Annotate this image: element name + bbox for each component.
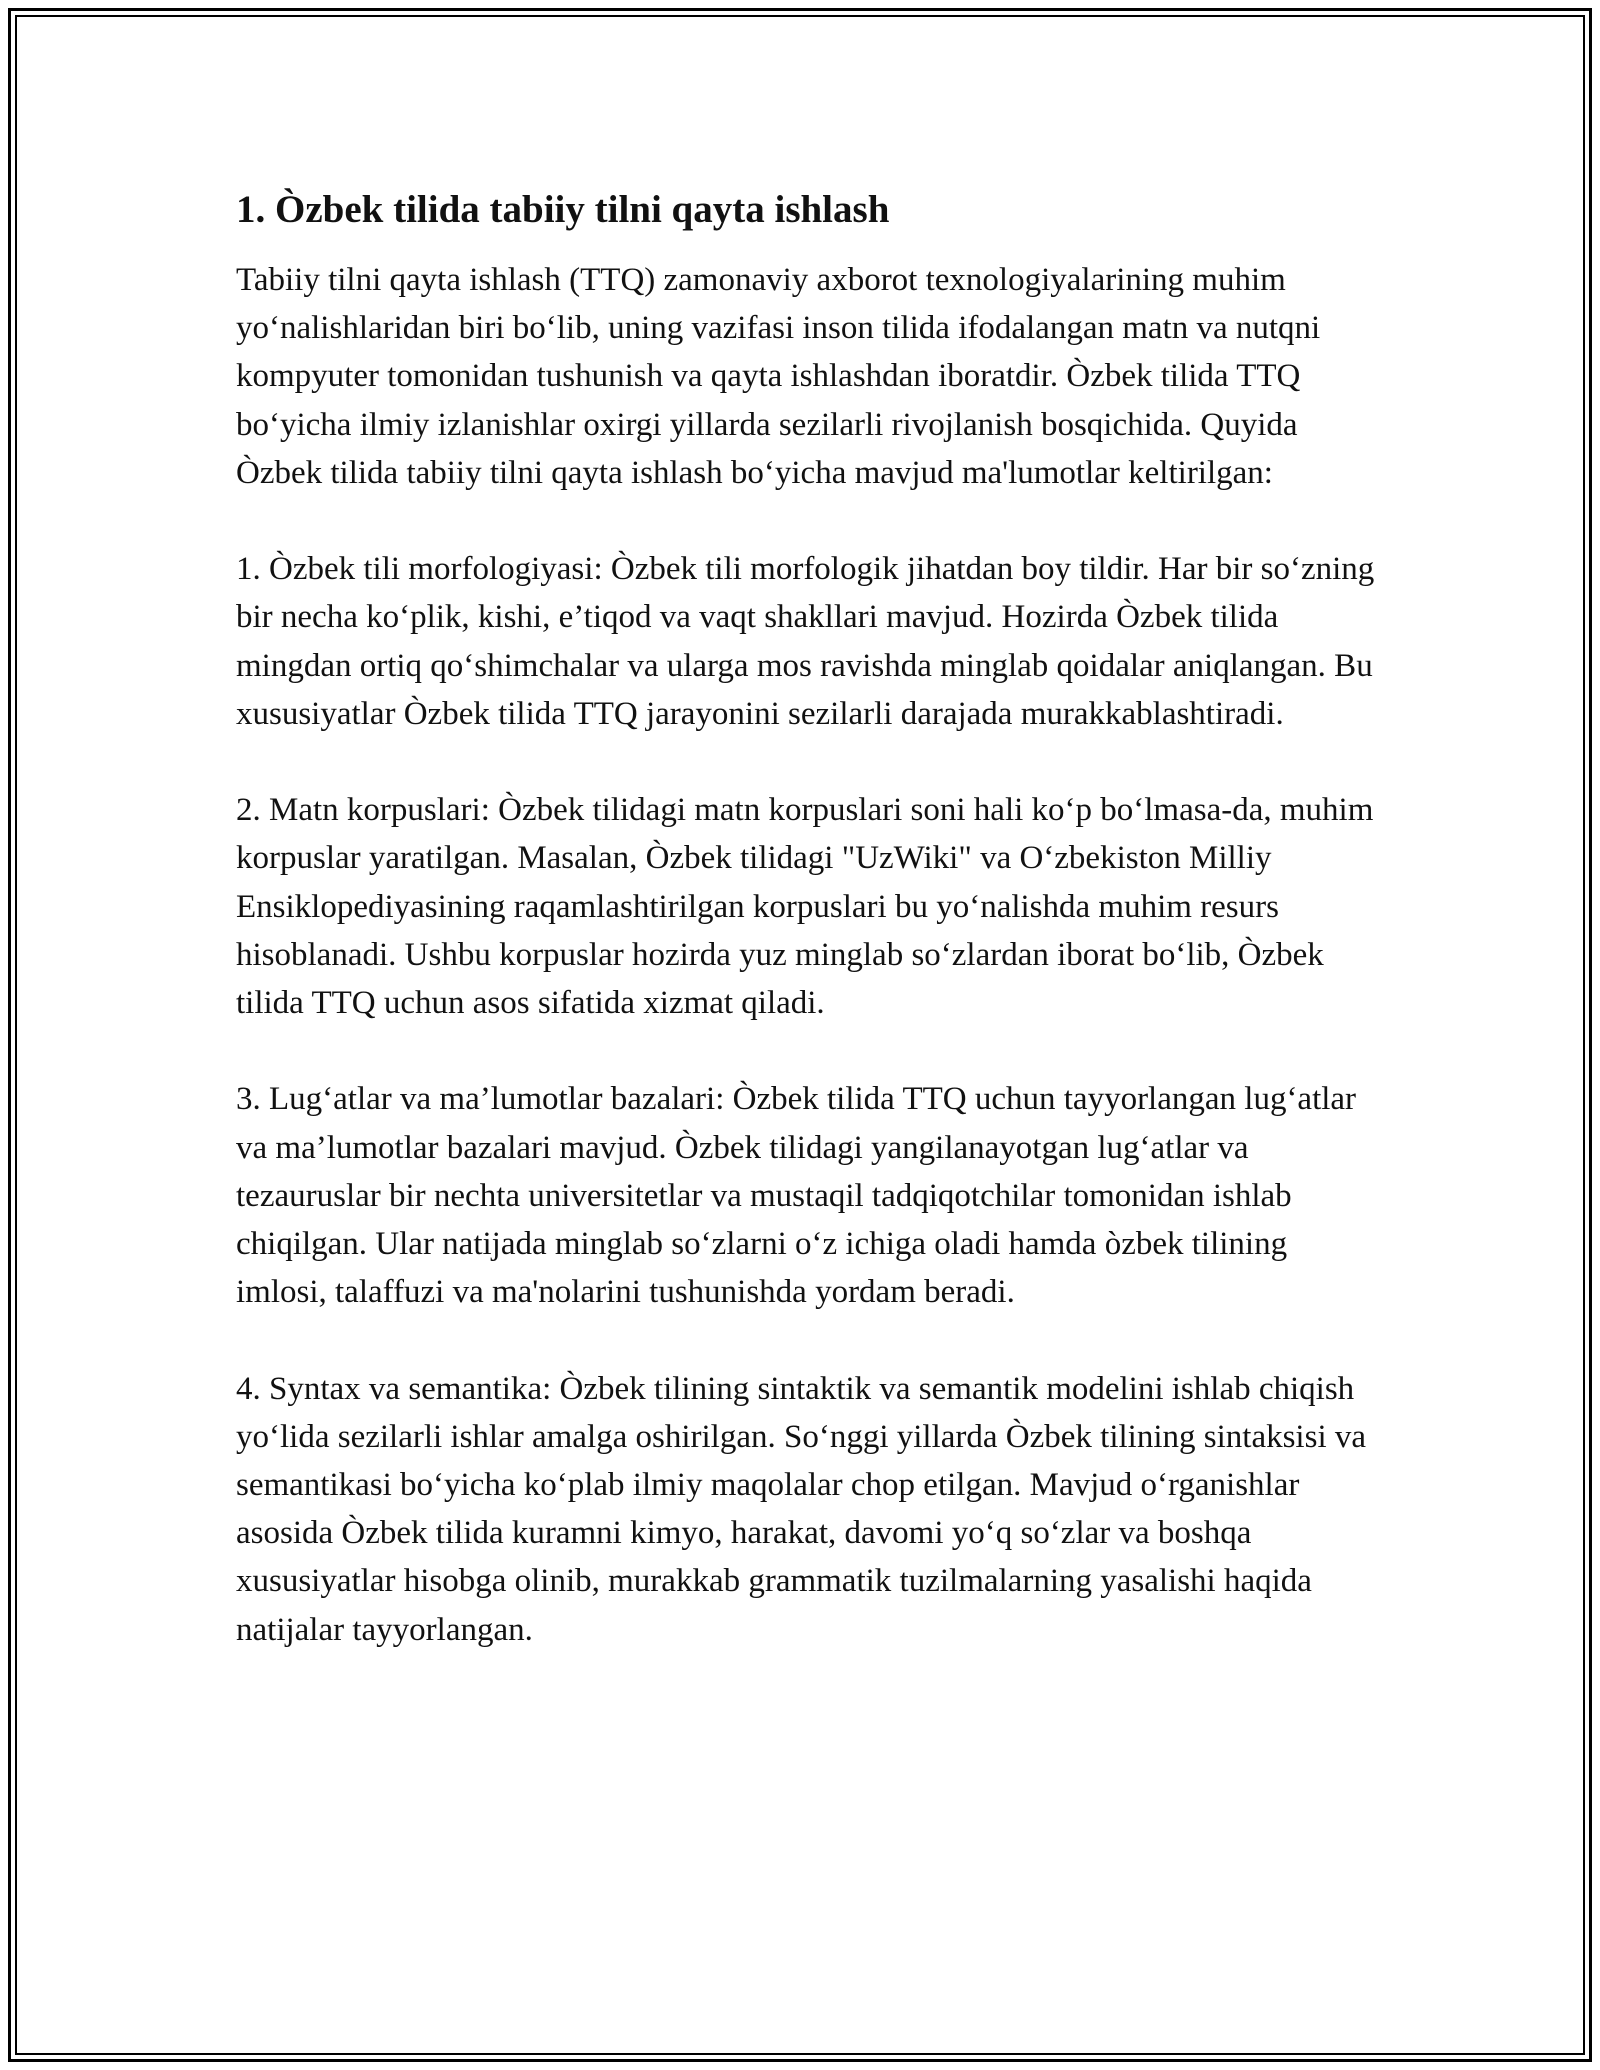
document-title: 1. Òzbek tilida tabiiy tilni qayta ishlash [236,188,890,231]
document-body [236,186,1376,1702]
section-corpora-paragraph: 2. Matn korpuslari: Òzbek tilidagi matn korpuslari soni hali ko‘p bo‘lmasa-da, muhim korpuslar yaratilgan. Masalan, Òzbek tilidagi "UzWiki" va O‘zbekiston Milliy Ensiklopediyasining raqamlashtirilgan korpuslari bu yo‘nalishda muhim resurs hisoblanadi. Ushbu korpuslar hozirda yuz minglab so‘zlardan iborat bo‘lib, Òzbek tilida TTQ uchun asos sifatida xizmat qiladi. [236,792,1374,1022]
section-syntax-paragraph: 4. Syntax va semantika: Òzbek tilining sintaktik va semantik modelini ishlab chiqish yo‘lida sezilarli ishlar amalga oshirilgan. So‘nggi yillarda Òzbek tilining sintaksisi va semantikasi bo‘yicha ko‘plab ilmiy maqolalar chop etilgan. Mavjud o‘rganishlar asosida Òzbek tilida kuramni kimyo, harakat, davomi yo‘q so‘zlar va boshqa xususiyatlar hisobga olinib, murakkab grammatik tuzilmalarning yasalishi haqida natijalar tayyorlangan. [236,1370,1367,1648]
section-morphology-paragraph: 1. Òzbek tili morfologiyasi: Òzbek tili morfologik jihatdan boy tildir. Har bir so‘zning bir necha ko‘plik, kishi, e’tiqod va vaqt shakllari mavjud. Hozirda Òzbek tilida mingdan ortiq qo‘shimchalar va ularga mos ravishda minglab qoidalar aniqlangan. Bu xususiyatlar Òzbek tilida TTQ jarayonini sezilarli darajada murakkablashtiradi. [236,551,1375,732]
intro-paragraph: Tabiiy tilni qayta ishlash (TTQ) zamonaviy axborot texnologiyalarining muhim yo‘nalishlaridan biri bo‘lib, uning vazifasi inson tilida ifodalangan matn va nutqni kompyuter tomonidan tushunish va qayta ishlashdan iboratdir. Òzbek tilida TTQ bo‘yicha ilmiy izlanishlar oxirgi yillarda sezilarli rivojlanish bosqichida. Quyida Òzbek tilida tabiiy tilni qayta ishlash bo‘yicha mavjud ma'lumotlar keltirilgan: [236,262,1321,491]
section-dictionaries-paragraph: 3. Lug‘atlar va ma’lumotlar bazalari: Òzbek tilida TTQ uchun tayyorlangan lug‘atlar va ma’lumotlar bazalari mavjud. Òzbek tilidagi yangilanayotgan lug‘atlar va tezauruslar bir nechta universitetlar va mustaqil tadqiqotchilar tomonidan ishlab chiqilgan. Ular natijada minglab so‘zlarni o‘z ichiga oladi hamda òzbek tilining imlosi, talaffuzi va ma'nolarini tushunishda yordam beradi. [236,1081,1357,1311]
